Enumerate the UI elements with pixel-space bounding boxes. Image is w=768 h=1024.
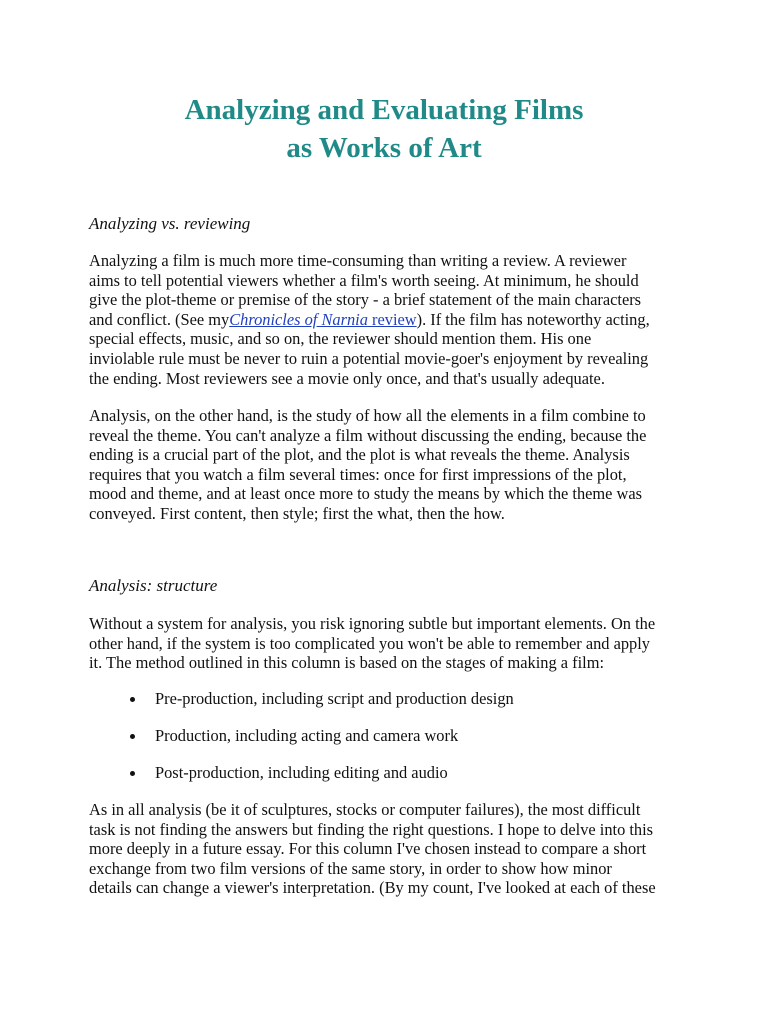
paragraph-reviewing bbox=[89, 251, 689, 388]
text-fragment: and conflict. (See my bbox=[89, 309, 230, 329]
section-heading-analyzing-vs-reviewing: Analyzing vs. reviewing bbox=[89, 214, 251, 233]
stages-list bbox=[89, 689, 514, 800]
section-heading-analysis-structure: Analysis: structure bbox=[89, 576, 218, 595]
paragraph-line: As in all analysis (be it of sculptures, stocks or computer failures), the most difficult bbox=[89, 800, 641, 819]
page-title bbox=[0, 91, 768, 167]
list-item bbox=[89, 726, 514, 763]
paragraph-line: details can change a viewer's interpretation. (By my count, I've looked at each of these bbox=[89, 878, 656, 898]
list-item bbox=[89, 763, 514, 800]
paragraph-line: Analyzing a film is much more time-consuming than writing a review. A reviewer bbox=[89, 251, 627, 270]
list-item-text: Pre-production, including script and production design bbox=[155, 689, 514, 708]
narnia-review-link[interactable] bbox=[229, 310, 416, 329]
paragraph-line: task is not finding the answers but finding the right questions. I hope to delve into this bbox=[89, 819, 654, 839]
link-word: review bbox=[367, 309, 417, 329]
paragraph-line: it. The method outlined in this column is based on the stages of making a film: bbox=[89, 653, 605, 673]
bullet-icon bbox=[130, 734, 135, 739]
paragraph-line bbox=[89, 310, 689, 330]
paragraph-line: other hand, if the system is too complicated you won't be able to remember and apply bbox=[89, 633, 650, 653]
title-line-2: as Works of Art bbox=[286, 132, 482, 164]
paragraph-line: Without a system for analysis, you risk ignoring subtle but important elements. On the bbox=[89, 614, 656, 633]
paragraph-line: Analysis, on the other hand, is the study of how all the elements in a film combine to bbox=[89, 406, 646, 425]
paragraph-line: mood and theme, and at least once more to study the means by which the theme was bbox=[89, 484, 643, 504]
paragraph-line: exchange from two film versions of the same story, in order to show how minor bbox=[89, 858, 612, 878]
bullet-icon bbox=[130, 771, 135, 776]
paragraph-line: conveyed. First content, then style; first the what, then the how. bbox=[89, 503, 505, 523]
paragraph-line: reveal the theme. You can't analyze a film without discussing the ending, because the bbox=[89, 425, 647, 445]
paragraph-analysis bbox=[89, 406, 689, 524]
list-item-text: Post-production, including editing and audio bbox=[155, 763, 448, 782]
link-title: Chronicles of Narnia bbox=[229, 309, 368, 329]
paragraph-line: inviolable rule must be never to ruin a potential movie-goer's enjoyment by revealing bbox=[89, 348, 649, 368]
paragraph-structure bbox=[89, 614, 689, 673]
paragraph-line: requires that you watch a film several times: once for first impressions of the plot, bbox=[89, 464, 627, 484]
paragraph-questions bbox=[89, 800, 689, 898]
paragraph-line: special effects, music, and so on, the reviewer should mention them. His one bbox=[89, 329, 592, 349]
paragraph-line: give the plot-theme or premise of the story - a brief statement of the main characters bbox=[89, 290, 642, 310]
bullet-icon bbox=[130, 697, 135, 702]
title-line-1: Analyzing and Evaluating Films bbox=[184, 94, 584, 126]
paragraph-line: more deeply in a future essay. For this column I've chosen instead to compare a short bbox=[89, 839, 647, 859]
text-fragment: ). If the film has noteworthy acting, bbox=[416, 309, 650, 329]
list-item bbox=[89, 689, 514, 726]
paragraph-line: ending is a crucial part of the plot, and the plot is what reveals the theme. Analysis bbox=[89, 445, 630, 465]
list-item-text: Production, including acting and camera work bbox=[155, 726, 459, 745]
paragraph-line: the ending. Most reviewers see a movie only once, and that's usually adequate. bbox=[89, 368, 605, 388]
paragraph-line: aims to tell potential viewers whether a film's worth seeing. At minimum, he should bbox=[89, 270, 639, 290]
